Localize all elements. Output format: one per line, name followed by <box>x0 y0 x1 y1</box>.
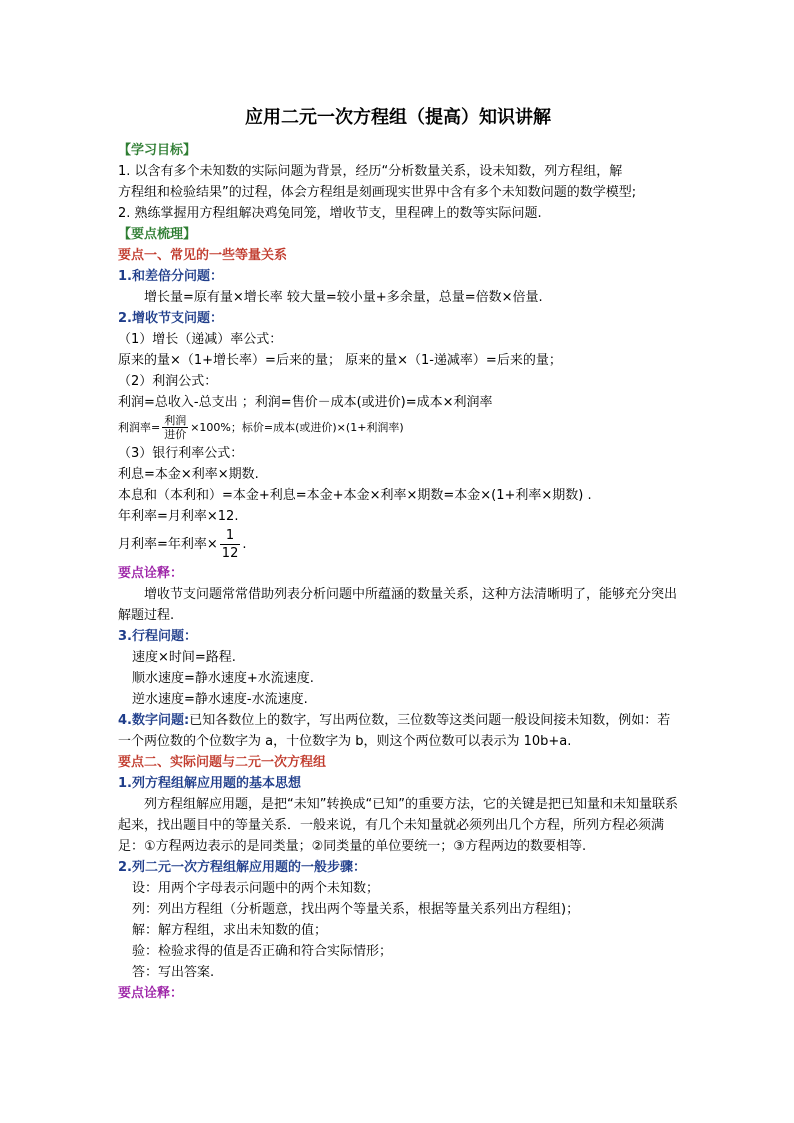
month-rate-fraction <box>220 527 241 562</box>
profit-rate-numerator: 利润 <box>164 414 187 427</box>
profit-rate-denominator: 进价 <box>164 428 187 441</box>
document-page <box>118 104 678 1004</box>
step-answer: 答：写出答案. <box>132 965 215 980</box>
point1-sub3-title: 3.行程问题： <box>118 629 197 644</box>
point2-note-title: 要点诠释： <box>118 986 184 1001</box>
bank-line-4-end: . <box>242 537 247 552</box>
month-rate-denominator: 12 <box>221 546 239 561</box>
profit-rate-lhs: 利润率= <box>118 421 161 434</box>
growth-line: 原来的量×（1+增长率）=后来的量； 原来的量×（1-递减率）=后来的量； <box>118 353 562 368</box>
point1-sub2-title: 2.增收节支问题： <box>118 311 223 326</box>
travel-line-3: 逆水速度=静水速度-水流速度. <box>132 692 308 707</box>
point1-sub4 <box>118 710 678 752</box>
step-set: 设：用两个字母表示问题中的两个未知数； <box>132 881 380 896</box>
bank-line-4 <box>118 527 678 563</box>
month-rate-numerator: 1 <box>225 528 235 543</box>
point1-title: 要点一、常见的一些等量关系 <box>118 248 288 263</box>
goals-header: 【学习目标】 <box>118 143 197 158</box>
profit-line: 利润=总收入-总支出 ；利润=售价－成本(或进价)=成本×利润率 <box>118 395 493 410</box>
point2-sub1-text: 列方程组解应用题，是把“未知”转换成“已知”的重要方法，它的关键是把已知量和未知量联系起来，找出题目中的等量关系．一般来说，有几个未知量就必须列出几个方程，所列方程必须满足：①方程两边表示的是同类量；②同类量的单位要统一；③方程两边的数要相等. <box>118 797 678 854</box>
profit-title: （2）利润公式： <box>118 374 218 389</box>
step-list: 列：列出方程组（分析题意，找出两个等量关系，根据等量关系列出方程组)； <box>132 902 580 917</box>
goal-line-1a: 1. 以含有多个未知数的实际问题为背景，经历“分析数量关系，设未知数，列方程组，解 <box>118 164 623 179</box>
growth-title: （1）增长（递减）率公式： <box>118 332 283 347</box>
profit-rate-fraction <box>162 414 188 441</box>
travel-line-1: 速度×时间=路程. <box>132 650 236 665</box>
bank-line-1: 利息=本金×利率×期数. <box>118 467 259 482</box>
bank-line-3: 年利率=月利率×12. <box>118 509 239 524</box>
point2-title: 要点二、实际问题与二元一次方程组 <box>118 755 327 770</box>
point1-note-title: 要点诠释： <box>118 566 184 581</box>
profit-rate-formula <box>118 413 678 443</box>
profit-rate-rhs: ×100%；标价=成本(或进价)×(1+利润率) <box>190 421 404 434</box>
point2-sub1-title: 1.列方程组解应用题的基本思想 <box>118 776 301 791</box>
page-title: 应用二元一次方程组（提高）知识讲解 <box>245 107 551 128</box>
bank-title: （3）银行利率公式： <box>118 446 244 461</box>
summary-header: 【要点梳理】 <box>118 227 197 242</box>
travel-line-2: 顺水速度=静水速度+水流速度. <box>132 671 314 686</box>
goal-line-1b: 方程组和检验结果”的过程，体会方程组是刻画现实世界中含有多个未知数问题的数学模型; <box>118 185 637 200</box>
bank-line-2: 本息和（本利和）=本金+利息=本金+本金×利率×期数=本金×(1+利率×期数) . <box>118 488 592 503</box>
point1-sub4-title: 4.数字问题: <box>118 713 190 728</box>
step-solve: 解：解方程组，求出未知数的值； <box>132 923 328 938</box>
point1-sub1-title: 1.和差倍分问题： <box>118 269 223 284</box>
point1-note-text: 增收节支问题常常借助列表分析问题中所蕴涵的数量关系，这种方法清晰明了，能够充分突出解题过程. <box>118 587 678 623</box>
step-verify: 验：检验求得的值是否正确和符合实际情形； <box>132 944 393 959</box>
goal-line-2: 2. 熟练掌握用方程组解决鸡兔同笼，增收节支，里程碑上的数等实际问题. <box>118 206 542 221</box>
point1-sub1-line: 增长量=原有量×增长率 较大量=较小量+多余量，总量=倍数×倍量. <box>144 290 543 305</box>
bank-line-4-lhs: 月利率=年利率× <box>118 537 218 552</box>
point1-sub4-text: 已知各数位上的数字，写出两位数，三位数等这类问题一般设间接未知数，例如：若一个两位数的个位数字为 a，十位数字为 b，则这个两位数可以表示为 10b+a. <box>118 713 671 749</box>
point2-sub2-title: 2.列二元一次方程组解应用题的一般步骤： <box>118 860 366 875</box>
